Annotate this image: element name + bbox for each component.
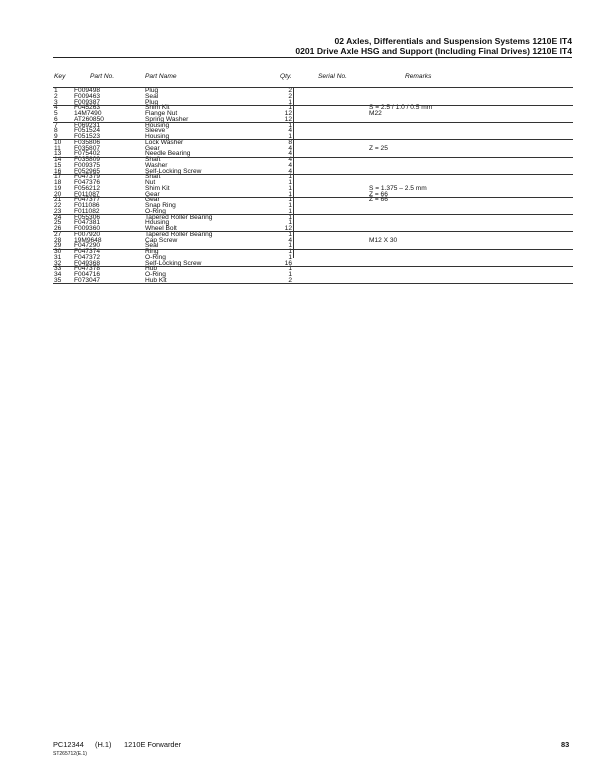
key-cell: 18 — [54, 179, 62, 186]
part-name-cell: Shim Kit — [145, 184, 170, 192]
quantity-cell: 4 — [288, 236, 292, 244]
quantity-cell: 1 — [288, 219, 292, 227]
part-number-cell: F049368 — [74, 259, 101, 267]
group-divider — [53, 122, 573, 123]
part-number-cell: F055306 — [74, 213, 101, 221]
quantity-cell: 1 — [288, 133, 292, 140]
key-cell: 11 — [54, 144, 61, 152]
quantity-cell: 8 — [288, 138, 292, 146]
part-name-cell: Shim Kit — [145, 104, 170, 112]
part-number-cell: F011087 — [74, 190, 100, 198]
key-cell: 35 — [54, 276, 62, 284]
part-number-cell: F047374 — [74, 248, 101, 255]
key-cell: 30 — [54, 248, 62, 255]
key-cell: 6 — [54, 115, 58, 123]
key-cell: 28 — [54, 236, 62, 244]
quantity-cell: 1 — [288, 173, 292, 181]
part-number-cell: F045263 — [74, 104, 101, 112]
key-cell: 1 — [54, 87, 58, 94]
quantity-cell: 4 — [288, 161, 292, 169]
key-cell: 25 — [54, 219, 62, 227]
machine-name: 1210E Forwarder — [124, 740, 182, 749]
quantity-cell: 1 — [288, 98, 292, 106]
part-number-cell: F011086 — [74, 202, 100, 209]
column-header-serial-no: Serial No. — [318, 73, 347, 80]
key-cell: 32 — [54, 259, 62, 267]
part-number-cell: F047378 — [74, 265, 101, 273]
group-divider — [53, 214, 573, 215]
section-title: 02 Axles, Differentials and Suspension Systems 1210E IT4 — [334, 36, 572, 46]
part-name-cell: Needle Bearing — [145, 150, 191, 158]
key-cell: 8 — [54, 127, 58, 135]
parts-table — [0, 0, 600, 300]
quantity-cell: 1 — [288, 202, 292, 209]
part-name-cell: Seal — [145, 92, 159, 100]
column-header-remarks: Remarks — [405, 73, 432, 80]
table-top-rule — [53, 87, 573, 88]
part-name-cell: Housing — [145, 121, 170, 129]
quantity-cell: 1 — [288, 196, 292, 204]
part-number-cell: F035809 — [74, 156, 101, 163]
column-header-qty: Qty. — [280, 73, 292, 80]
quantity-cell: 1 — [288, 184, 292, 192]
key-cell: 4 — [54, 104, 58, 112]
group-divider — [53, 139, 573, 140]
key-cell: 21 — [54, 196, 62, 204]
part-number-cell: F052965 — [74, 167, 101, 175]
group-title: 0201 Drive Axle HSG and Support (Including Final Drives) 1210E IT4 — [295, 46, 572, 56]
part-name-cell: Housing — [145, 133, 170, 140]
key-cell: 10 — [54, 138, 62, 146]
part-number-cell: F047376 — [74, 179, 101, 186]
key-cell: 31 — [54, 253, 62, 261]
group-divider — [53, 105, 573, 106]
quantity-cell: 1 — [288, 271, 292, 278]
key-cell: 29 — [54, 242, 62, 250]
part-name-cell: Nut — [145, 179, 156, 186]
part-name-cell: Tapered Roller Bearing — [145, 213, 213, 221]
quantity-cell: 1 — [288, 253, 292, 261]
key-cell: 15 — [54, 161, 62, 169]
part-number-cell: F009463 — [74, 92, 101, 100]
part-number-cell: F051524 — [74, 127, 101, 135]
part-number-cell: F047379 — [74, 173, 101, 181]
part-number-cell: 14M7490 — [74, 110, 102, 117]
remarks-cell: Z = 66 — [369, 196, 388, 204]
quantity-cell: 2 — [288, 276, 292, 284]
quantity-cell: 1 — [288, 104, 292, 112]
part-name-cell: Spring Washer — [145, 115, 189, 123]
key-cell: 24 — [54, 213, 62, 221]
key-cell: 26 — [54, 225, 62, 232]
part-name-cell: Washer — [145, 161, 168, 169]
quantity-cell: 4 — [288, 167, 292, 175]
quantity-cell: 1 — [288, 179, 292, 186]
key-cell: 22 — [54, 202, 62, 209]
part-name-cell: Cap Screw — [145, 236, 178, 244]
remarks-cell: Z = 25 — [369, 144, 388, 152]
key-cell: 16 — [54, 167, 62, 175]
quantity-cell: 1 — [288, 121, 292, 129]
key-cell: 23 — [54, 207, 62, 215]
key-cell: 3 — [54, 98, 58, 106]
group-divider — [53, 157, 573, 158]
quantity-cell: 1 — [288, 242, 292, 250]
quantity-cell: 4 — [288, 156, 292, 163]
part-name-cell: O-Ring — [145, 253, 166, 261]
part-number-cell: F056212 — [74, 184, 101, 192]
part-number-cell: F009498 — [74, 87, 101, 94]
part-name-cell: Gear — [145, 190, 160, 198]
part-name-cell: Snap Ring — [145, 202, 176, 209]
group-divider — [53, 249, 573, 250]
part-number-cell: F075402 — [74, 150, 101, 158]
revision-label: (H.1) — [95, 740, 112, 749]
part-name-cell: Ring — [145, 248, 159, 255]
part-name-cell: Shaft — [145, 156, 161, 163]
group-divider — [53, 266, 573, 267]
part-name-cell: Self-Locking Screw — [145, 259, 202, 267]
quantity-cell: 16 — [284, 259, 292, 267]
part-number-cell: F069231 — [74, 121, 101, 129]
part-number-cell: F073047 — [74, 276, 101, 284]
part-name-cell: Plug — [145, 98, 159, 106]
quantity-cell: 12 — [284, 225, 292, 232]
remarks-cell: S = 2.5 / 1.0 / 0.5 mm — [369, 104, 433, 112]
quantity-cell: 1 — [288, 190, 292, 198]
quantity-cell: 12 — [284, 115, 292, 123]
remarks-cell: M12 X 30 — [369, 236, 398, 244]
remarks-cell: M22 — [369, 110, 382, 117]
column-header-part-name: Part Name — [145, 73, 177, 80]
quantity-cell: 1 — [288, 265, 292, 273]
part-number-cell: F009375 — [74, 161, 101, 169]
key-cell: 20 — [54, 190, 62, 198]
part-number-cell: F011082 — [74, 207, 100, 215]
part-number-cell: F047372 — [74, 253, 101, 261]
key-cell: 7 — [54, 121, 58, 129]
key-cell: 17 — [54, 173, 62, 181]
quantity-cell: 1 — [288, 207, 292, 215]
part-name-cell: Shaft — [145, 173, 161, 181]
quantity-cell: 4 — [288, 127, 292, 135]
quantity-cell: 4 — [288, 150, 292, 158]
document-code: ST265712(E.1) — [53, 751, 87, 757]
group-divider — [53, 231, 573, 232]
key-cell: 9 — [54, 133, 58, 140]
key-cell: 2 — [54, 92, 58, 100]
part-name-cell: Hub — [145, 265, 158, 273]
part-name-cell: Plug — [145, 87, 159, 94]
part-number-cell: F009360 — [74, 225, 101, 232]
key-cell: 19 — [54, 184, 62, 192]
key-cell: 5 — [54, 110, 58, 117]
page-number: 83 — [561, 740, 570, 749]
part-name-cell: O-Ring — [145, 207, 166, 215]
part-name-cell: Housing — [145, 219, 170, 227]
part-name-cell: Hub Kit — [145, 276, 167, 284]
part-number-cell: F035807 — [74, 144, 101, 152]
part-name-cell: Wheel Bolt — [145, 225, 177, 232]
remarks-cell: S = 1.375 – 2.5 mm — [369, 184, 427, 192]
quantity-cell: 1 — [288, 248, 292, 255]
quantity-cell: 2 — [288, 87, 292, 94]
remarks-cell: Z = 66 — [369, 190, 388, 198]
key-cell: 33 — [54, 265, 62, 273]
part-name-cell: Gear — [145, 144, 160, 152]
part-number-cell: F009387 — [74, 98, 101, 106]
key-cell: 14 — [54, 156, 62, 163]
quantity-cell: 2 — [288, 92, 292, 100]
quantity-cell: 12 — [284, 110, 292, 117]
catalog-number: PC12344 — [53, 740, 84, 749]
part-number-cell: F004716 — [74, 271, 101, 278]
part-name-cell: Gear — [145, 196, 160, 204]
group-divider — [53, 283, 573, 284]
part-name-cell: Flange Nut — [145, 110, 178, 117]
part-name-cell: Sleeve — [145, 127, 166, 135]
quantity-cell: 1 — [288, 213, 292, 221]
part-number-cell: F047290 — [74, 242, 101, 250]
part-name-cell: Tapered Roller Bearing — [145, 230, 213, 238]
key-cell: 13 — [54, 150, 62, 158]
group-divider — [53, 197, 573, 198]
key-cell: 34 — [54, 271, 62, 278]
group-divider — [53, 174, 573, 175]
column-header-key: Key — [54, 73, 66, 80]
part-name-cell: Self-Locking Screw — [145, 167, 202, 175]
part-number-cell: 19M9648 — [74, 236, 102, 244]
part-number-cell: F007920 — [74, 230, 101, 238]
part-number-cell: F035806 — [74, 138, 101, 146]
column-header-part-no: Part No. — [90, 73, 115, 80]
part-number-cell: F051523 — [74, 133, 101, 140]
key-cell: 27 — [54, 230, 62, 238]
part-number-cell: AT260850 — [74, 115, 104, 123]
part-name-cell: Lock Washer — [145, 138, 184, 146]
part-number-cell: F047381 — [74, 219, 101, 227]
quantity-cell: 4 — [288, 144, 292, 152]
part-number-cell: F047377 — [74, 196, 101, 204]
part-name-cell: O-Ring — [145, 271, 166, 278]
part-name-cell: Seal — [145, 242, 159, 250]
quantity-cell: 1 — [288, 230, 292, 238]
